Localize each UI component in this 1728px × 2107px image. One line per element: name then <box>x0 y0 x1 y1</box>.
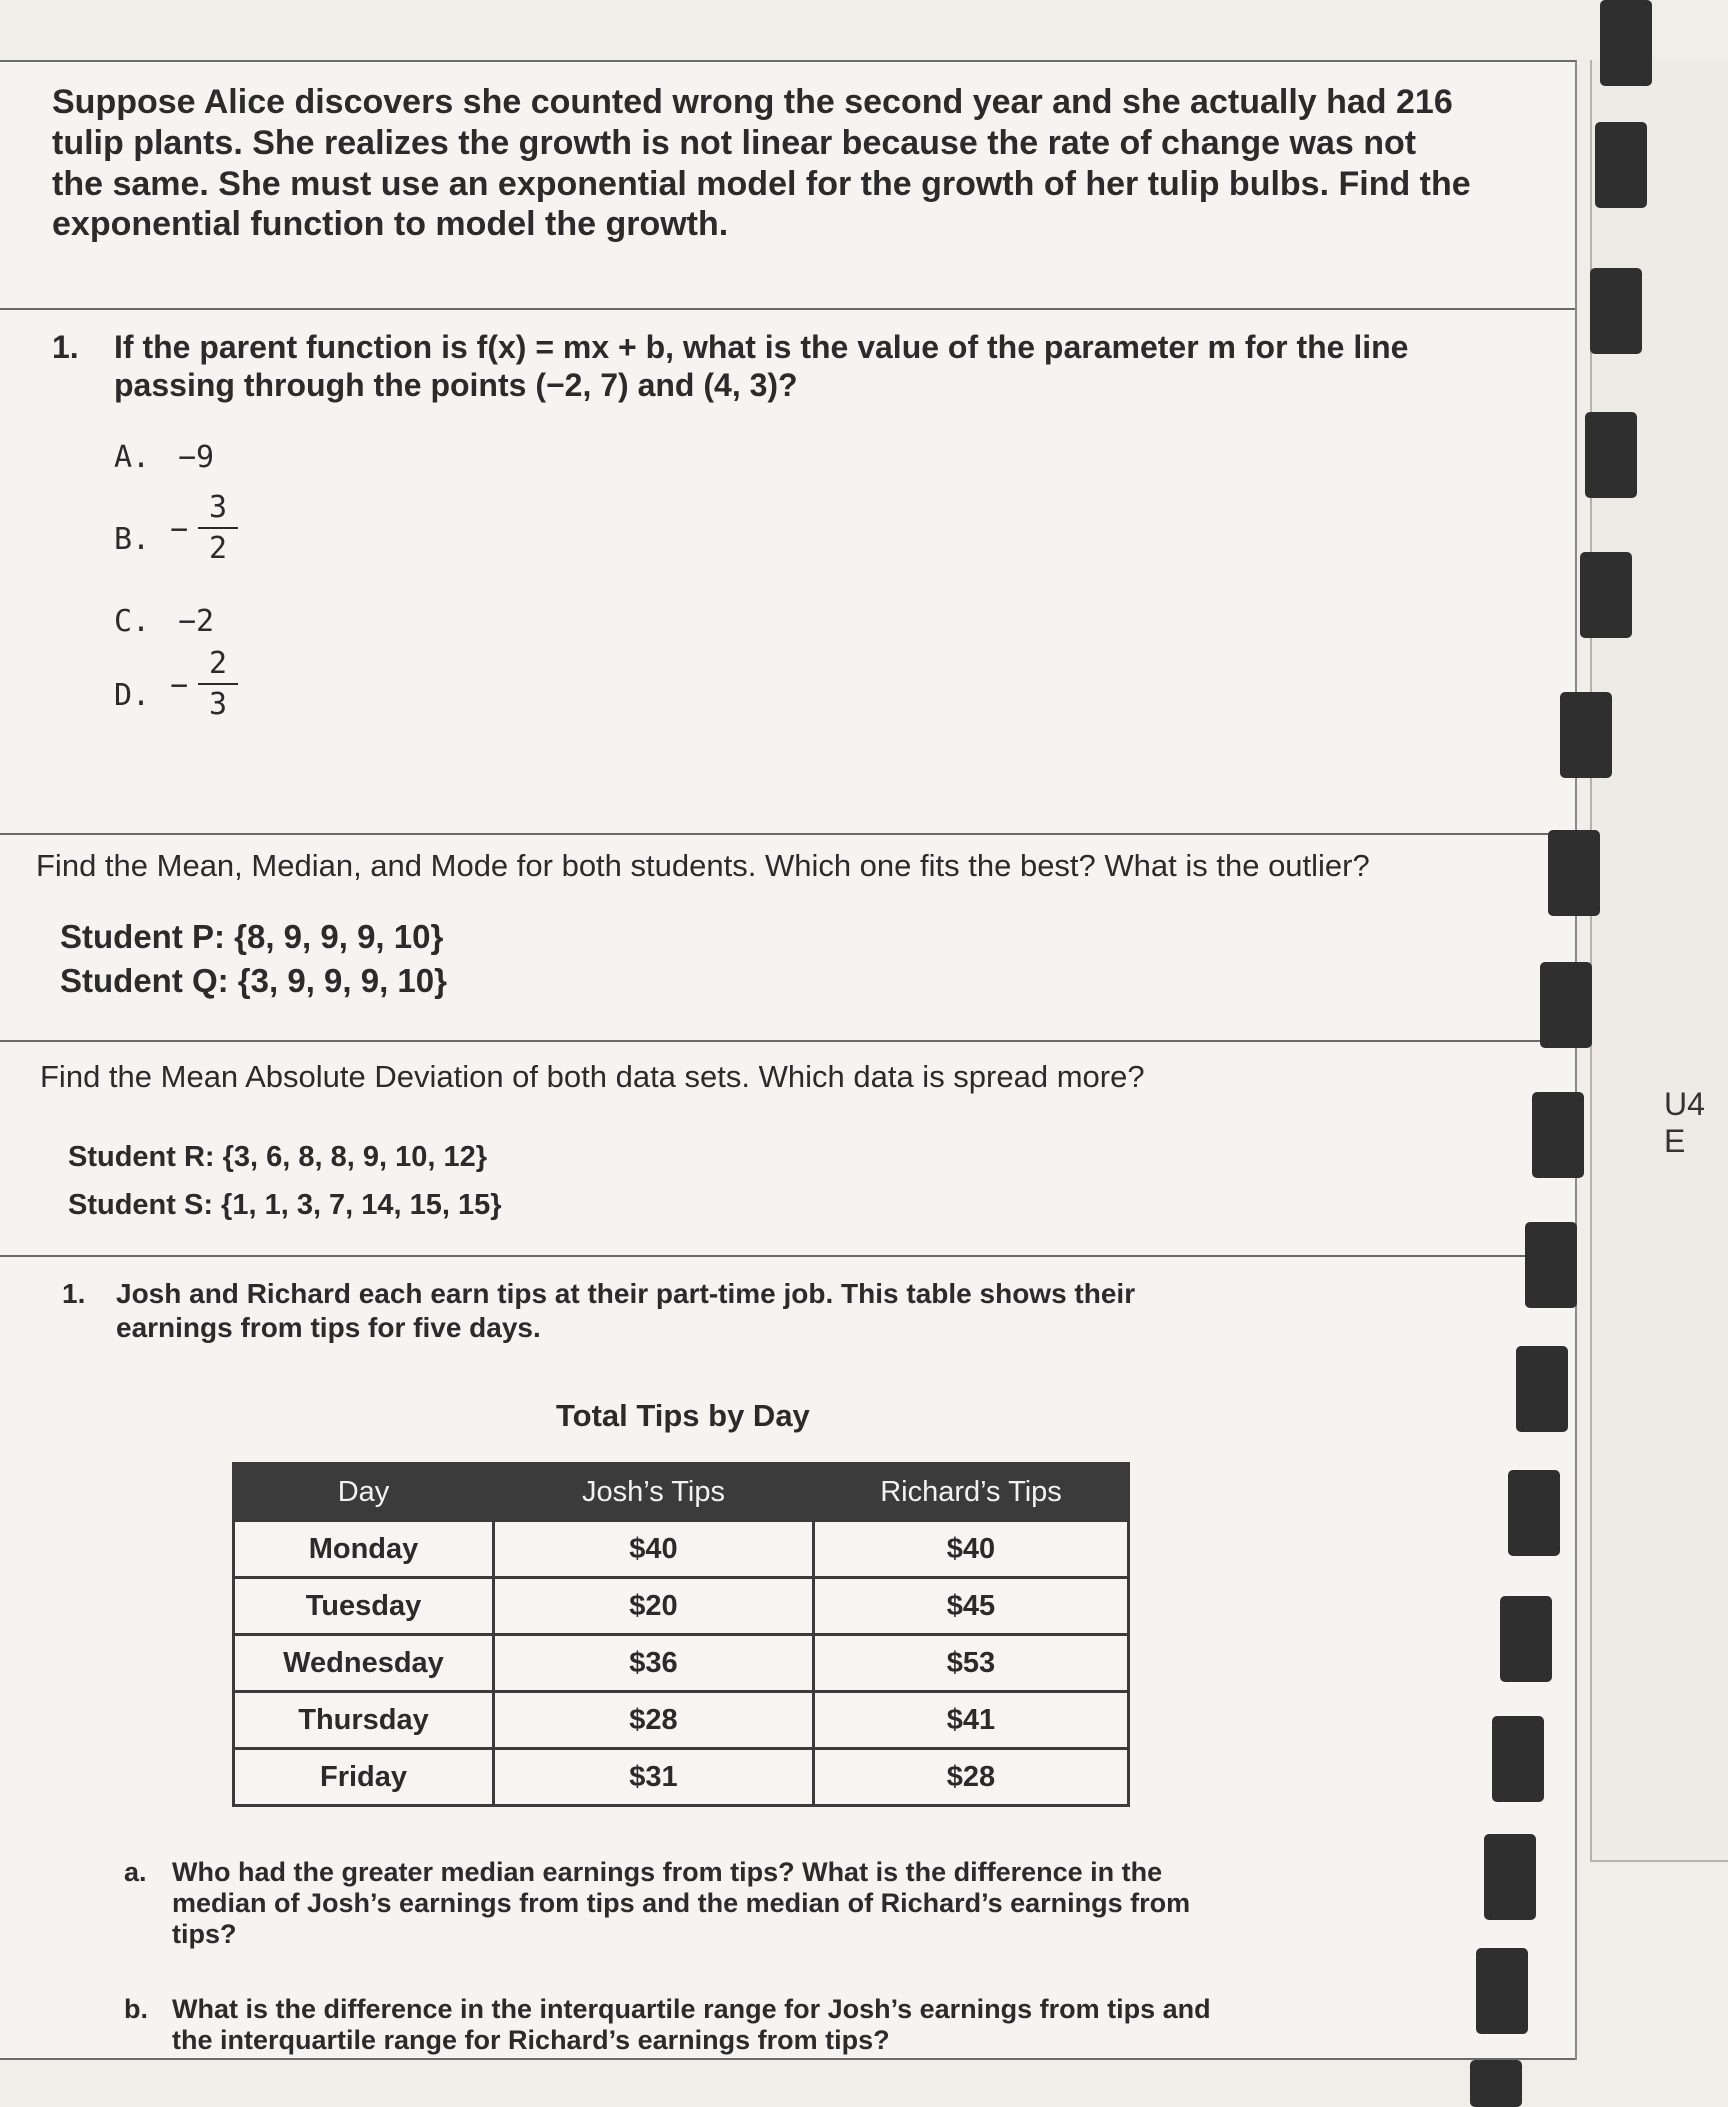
binder-ring-icon <box>1476 1948 1528 2034</box>
binder-ring-icon <box>1548 830 1600 916</box>
header-josh: Josh’s Tips <box>494 1464 814 1521</box>
choice-label: C. <box>114 604 151 639</box>
question-number: 1. <box>62 1278 86 1309</box>
fraction-bar <box>198 527 238 529</box>
cell-richard: $28 <box>814 1749 1129 1806</box>
fraction-sign: − <box>170 512 189 547</box>
fraction-denominator: 2 <box>208 531 228 566</box>
table-row <box>234 1521 1129 1578</box>
cell-day: Wednesday <box>234 1635 494 1692</box>
choice-b-fraction <box>170 490 238 566</box>
binder-ring-icon <box>1590 268 1642 354</box>
table-row <box>234 1578 1129 1635</box>
choice-d-fraction <box>170 646 238 722</box>
binder-ring-icon <box>1580 552 1632 638</box>
student-q-data: Student Q: {3, 9, 9, 9, 10} <box>60 962 447 999</box>
fraction-numerator: 2 <box>208 646 228 681</box>
part-text: Who had the greater median earnings from tips? What is the difference in the median of Josh’s earnings from tips and the median of Richard’s earnings from tips? <box>172 1857 1191 1949</box>
binder-ring-icon <box>1532 1092 1584 1178</box>
header-day: Day <box>234 1464 494 1521</box>
slope-question-section <box>0 310 1575 835</box>
cell-day: Friday <box>234 1749 494 1806</box>
binder-ring-icon <box>1516 1346 1568 1432</box>
question-number: 1. <box>52 329 79 365</box>
cell-day: Monday <box>234 1521 494 1578</box>
header-richard: Richard’s Tips <box>814 1464 1129 1521</box>
choice-d-label: D. <box>114 678 151 713</box>
mad-section <box>0 1042 1575 1257</box>
binder-ring-icon <box>1585 412 1637 498</box>
cell-josh: $40 <box>494 1521 814 1578</box>
fraction-sign: − <box>170 668 189 703</box>
binder-ring-icon <box>1484 1834 1536 1920</box>
cell-day: Tuesday <box>234 1578 494 1635</box>
part-text: What is the difference in the interquartile range for Josh’s earnings from tips and the interquartile range for Richard’s earnings from tips? <box>172 1994 1211 2055</box>
part-a <box>124 1857 1224 1957</box>
part-b <box>124 1994 1224 2064</box>
table-caption: Total Tips by Day <box>556 1398 810 1433</box>
student-p-data: Student P: {8, 9, 9, 9, 10} <box>60 918 444 955</box>
mmm-question-text: Find the Mean, Median, and Mode for both students. Which one fits the best? What is the outlier? <box>36 848 1370 883</box>
table-row <box>234 1749 1129 1806</box>
cell-richard: $41 <box>814 1692 1129 1749</box>
cell-richard: $40 <box>814 1521 1129 1578</box>
choice-value: −9 <box>178 440 215 475</box>
side-label: U4 E <box>1664 1086 1705 1159</box>
cell-josh: $28 <box>494 1692 814 1749</box>
binder-ring-icon <box>1508 1470 1560 1556</box>
tulip-problem-text: Suppose Alice discovers she counted wrong the second year and she actually had 216 tulip plants. She realizes the growth is not linear because the rate of change was not the same. She must use an exponential model for the growth of her tulip bulbs. Find the exponential function to model the growth. <box>52 83 1471 244</box>
table-row <box>234 1692 1129 1749</box>
tips-table <box>232 1462 1130 1807</box>
binder-ring-icon <box>1525 1222 1577 1308</box>
choice-a <box>114 440 214 475</box>
choice-c <box>114 604 214 639</box>
question-text: If the parent function is f(x) = mx + b, what is the value of the parameter m for the line passing through the points (−2, 7) and (4, 3)? <box>114 329 1409 404</box>
binder-ring-icon <box>1500 1596 1552 1682</box>
cell-josh: $31 <box>494 1749 814 1806</box>
student-r-data: Student R: {3, 6, 8, 8, 9, 10, 12} <box>68 1141 488 1173</box>
binder-ring-icon <box>1600 0 1652 86</box>
cell-richard: $53 <box>814 1635 1129 1692</box>
cell-josh: $36 <box>494 1635 814 1692</box>
binder-ring-icon <box>1595 122 1647 208</box>
student-s-data: Student S: {1, 1, 3, 7, 14, 15, 15} <box>68 1189 502 1221</box>
part-label: b. <box>124 1994 148 2024</box>
choice-label: A. <box>114 440 151 475</box>
binder-ring-icon <box>1470 2060 1522 2107</box>
tips-question-text: Josh and Richard each earn tips at their part-time job. This table shows their earnings from tips for five days. <box>116 1278 1136 1343</box>
worksheet-page <box>0 60 1577 2060</box>
table-row <box>234 1635 1129 1692</box>
tulip-problem-section <box>0 62 1575 310</box>
fraction-denominator: 3 <box>208 687 228 722</box>
cell-day: Thursday <box>234 1692 494 1749</box>
cell-richard: $45 <box>814 1578 1129 1635</box>
tips-question-section <box>0 1257 1575 2060</box>
choice-b-label: B. <box>114 522 151 557</box>
mad-question-text: Find the Mean Absolute Deviation of both data sets. Which data is spread more? <box>40 1059 1145 1094</box>
binder-ring-icon <box>1560 692 1612 778</box>
table-header-row <box>234 1464 1129 1521</box>
mean-median-mode-section <box>0 835 1575 1042</box>
binder-ring-icon <box>1540 962 1592 1048</box>
fraction-bar <box>198 683 238 685</box>
part-label: a. <box>124 1857 147 1887</box>
choice-value: −2 <box>178 604 215 639</box>
cell-josh: $20 <box>494 1578 814 1635</box>
binder-ring-icon <box>1492 1716 1544 1802</box>
fraction-numerator: 3 <box>208 490 228 525</box>
